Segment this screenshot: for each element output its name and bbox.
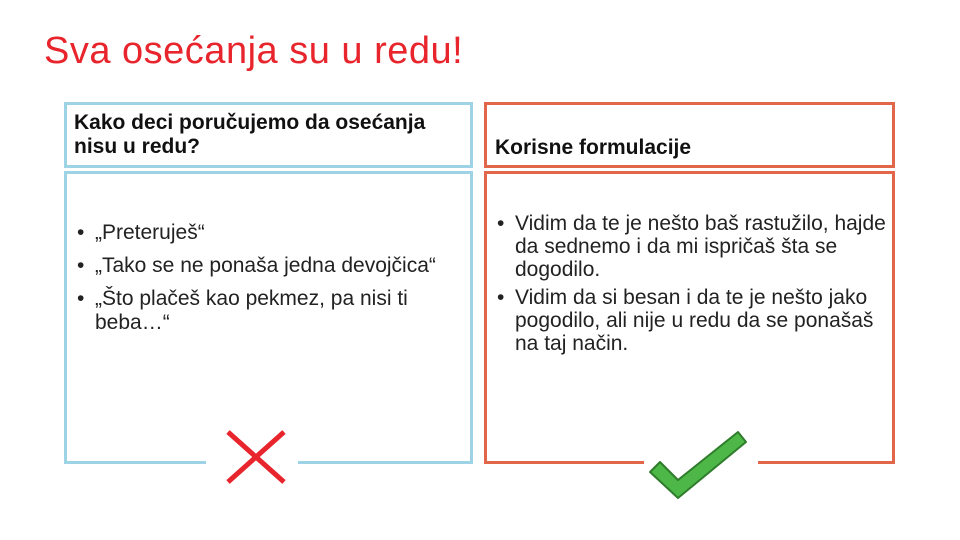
green-checkmark-icon: [648, 430, 750, 502]
list-item: • Vidim da si besan i da te je nešto jako pogodilo, ali nije u redu da se ponašaš na taj način.: [495, 286, 890, 355]
list-item: • „Preteruješ“: [75, 221, 455, 245]
right-panel-body: [484, 171, 895, 464]
red-x-icon: [224, 428, 288, 486]
left-panel-header-text: Kako deci poručujemo da osećanja nisu u redu?: [74, 111, 426, 158]
left-panel-body: [64, 171, 473, 464]
list-item: • „Tako se ne ponaša jedna devojčica“: [75, 254, 455, 278]
right-panel-list: [495, 212, 890, 360]
left-panel-header: [64, 102, 473, 168]
right-panel-header-text: Korisne formulacije: [495, 136, 692, 159]
list-item: • „Što plačeš kao pekmez, pa nisi ti beba…“: [75, 287, 455, 335]
right-panel-header: [484, 102, 895, 168]
left-panel-list: [75, 221, 455, 344]
page-title: Sva osećanja su u redu!: [44, 30, 464, 72]
list-item: • Vidim da te je nešto baš rastužilo, hajde da sednemo i da mi ispričaš šta se dogodilo.: [495, 212, 890, 281]
